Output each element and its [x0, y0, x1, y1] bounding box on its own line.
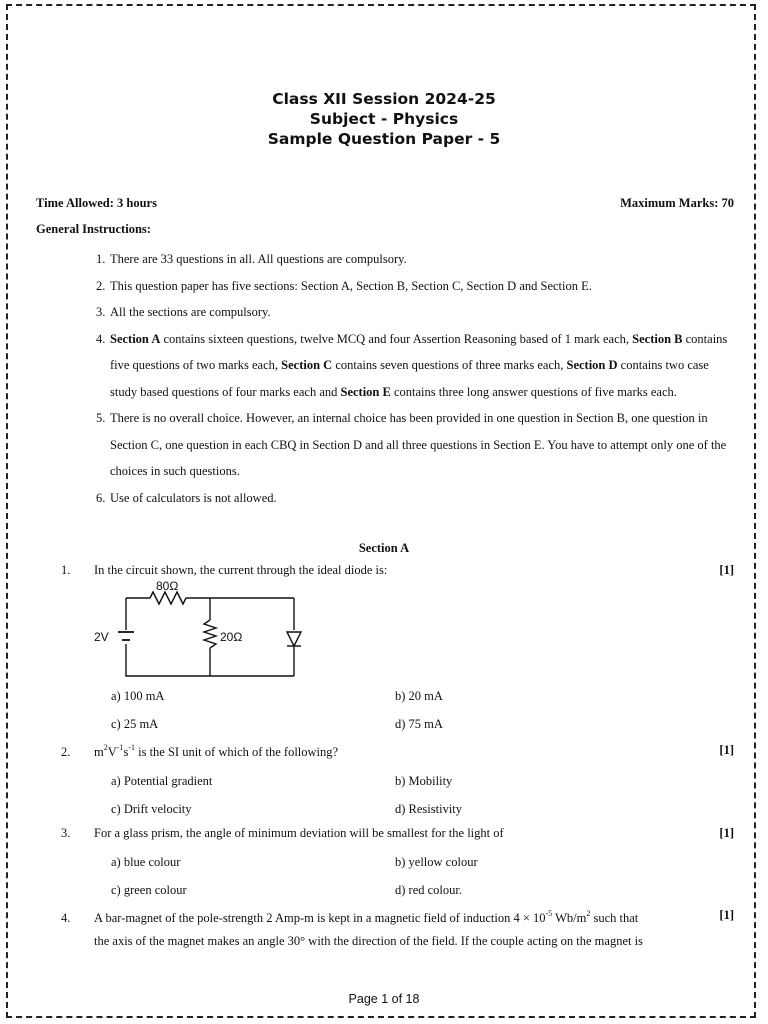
diode-icon: [287, 632, 301, 646]
q3-option-a: a) blue colour: [111, 855, 181, 869]
q1-mark: [1]: [719, 563, 734, 577]
time-allowed: Time Allowed: 3 hours: [36, 196, 157, 210]
q3-mark: [1]: [719, 826, 734, 840]
instruction-item: 1. There are 33 questions in all. All questions are compulsory.: [96, 252, 407, 266]
q2-number: 2.: [61, 745, 71, 759]
q2-mark: [1]: [719, 743, 734, 757]
q1-option-d: d) 75 mA: [395, 717, 443, 731]
q2-text: $m^2V^{-1}s^{-1}$ is the SI unit of which of the following?: [94, 743, 339, 759]
q2-option-c: c) Drift velocity: [111, 802, 192, 816]
max-marks: Maximum Marks: 70: [620, 196, 734, 210]
q3-option-d: d) red colour.: [395, 883, 462, 897]
q3-number: 3.: [61, 826, 71, 840]
q1-option-c: c) 25 mA: [111, 717, 159, 731]
q4-number: 4.: [61, 911, 71, 925]
q4-text-line1: A bar-magnet of the pole-strength 2 Amp-m is kept in a magnetic field of induction $4 \times 10^{-5}$ $Wb/m^2$ such that: [94, 909, 639, 925]
instruction-item: 2. This question paper has five sections: Section A, Section B, Section C, Section D and Section E.: [96, 278, 592, 293]
q1-option-a: a) 100 mA: [111, 689, 165, 703]
q2-option-a: a) Potential gradient: [111, 774, 213, 788]
instruction-item: 6. Use of calculators is not allowed.: [96, 490, 277, 505]
circuit-r2-label: 20Ω: [220, 630, 243, 644]
instruction-item: 3. All the sections are compulsory.: [96, 305, 271, 319]
q1-option-b: b) 20 mA: [395, 689, 443, 703]
circuit-r1-label: 80Ω: [156, 579, 179, 593]
page-footer: Page 1 of 18: [348, 992, 420, 1006]
q4-text-line2: the axis of the magnet makes an angle 30° with the direction of the field. If the couple acting on the magnet is: [94, 934, 643, 948]
header-class: Class XII Session 2024-25: [272, 90, 496, 108]
instructions-list: [96, 246, 738, 511]
q1-text: In the circuit shown, the current through the ideal diode is:: [94, 563, 388, 577]
general-instructions-heading: General Instructions:: [36, 222, 151, 236]
q3-text: For a glass prism, the angle of minimum deviation will be smallest for the light of: [94, 826, 504, 840]
q3-option-b: b) yellow colour: [395, 855, 478, 869]
q2-option-d: d) Resistivity: [395, 802, 463, 816]
q1-circuit-diagram: [86, 576, 316, 684]
instruction-item: 4. Section A contains sixteen questions, twelve MCQ and four Assertion Reasoning based of 1 mark each, Section B contains five questions of two marks each, Section C contains seven questions of three marks each, Section D contains two case study based questions of four marks each and Section E contains three long answer questions of five marks each.: [96, 331, 728, 399]
header-paper: Sample Question Paper - 5: [267, 130, 501, 148]
q2-option-b: b) Mobility: [395, 774, 453, 788]
header-subject: Subject - Physics: [309, 110, 459, 128]
q3-option-c: c) green colour: [111, 883, 187, 897]
q4-mark: [1]: [719, 908, 734, 922]
circuit-battery-label: 2V: [94, 630, 109, 644]
q1-number: 1.: [61, 563, 71, 577]
instruction-item: 5. There is no overall choice. However, an internal choice has been provided in one question in Section B, one question in Section C, one question in each CBQ in Section D and all three questions in Section E. You have to attempt only one of the choices in such questions.: [96, 411, 727, 478]
section-a-heading: Section A: [358, 541, 410, 555]
